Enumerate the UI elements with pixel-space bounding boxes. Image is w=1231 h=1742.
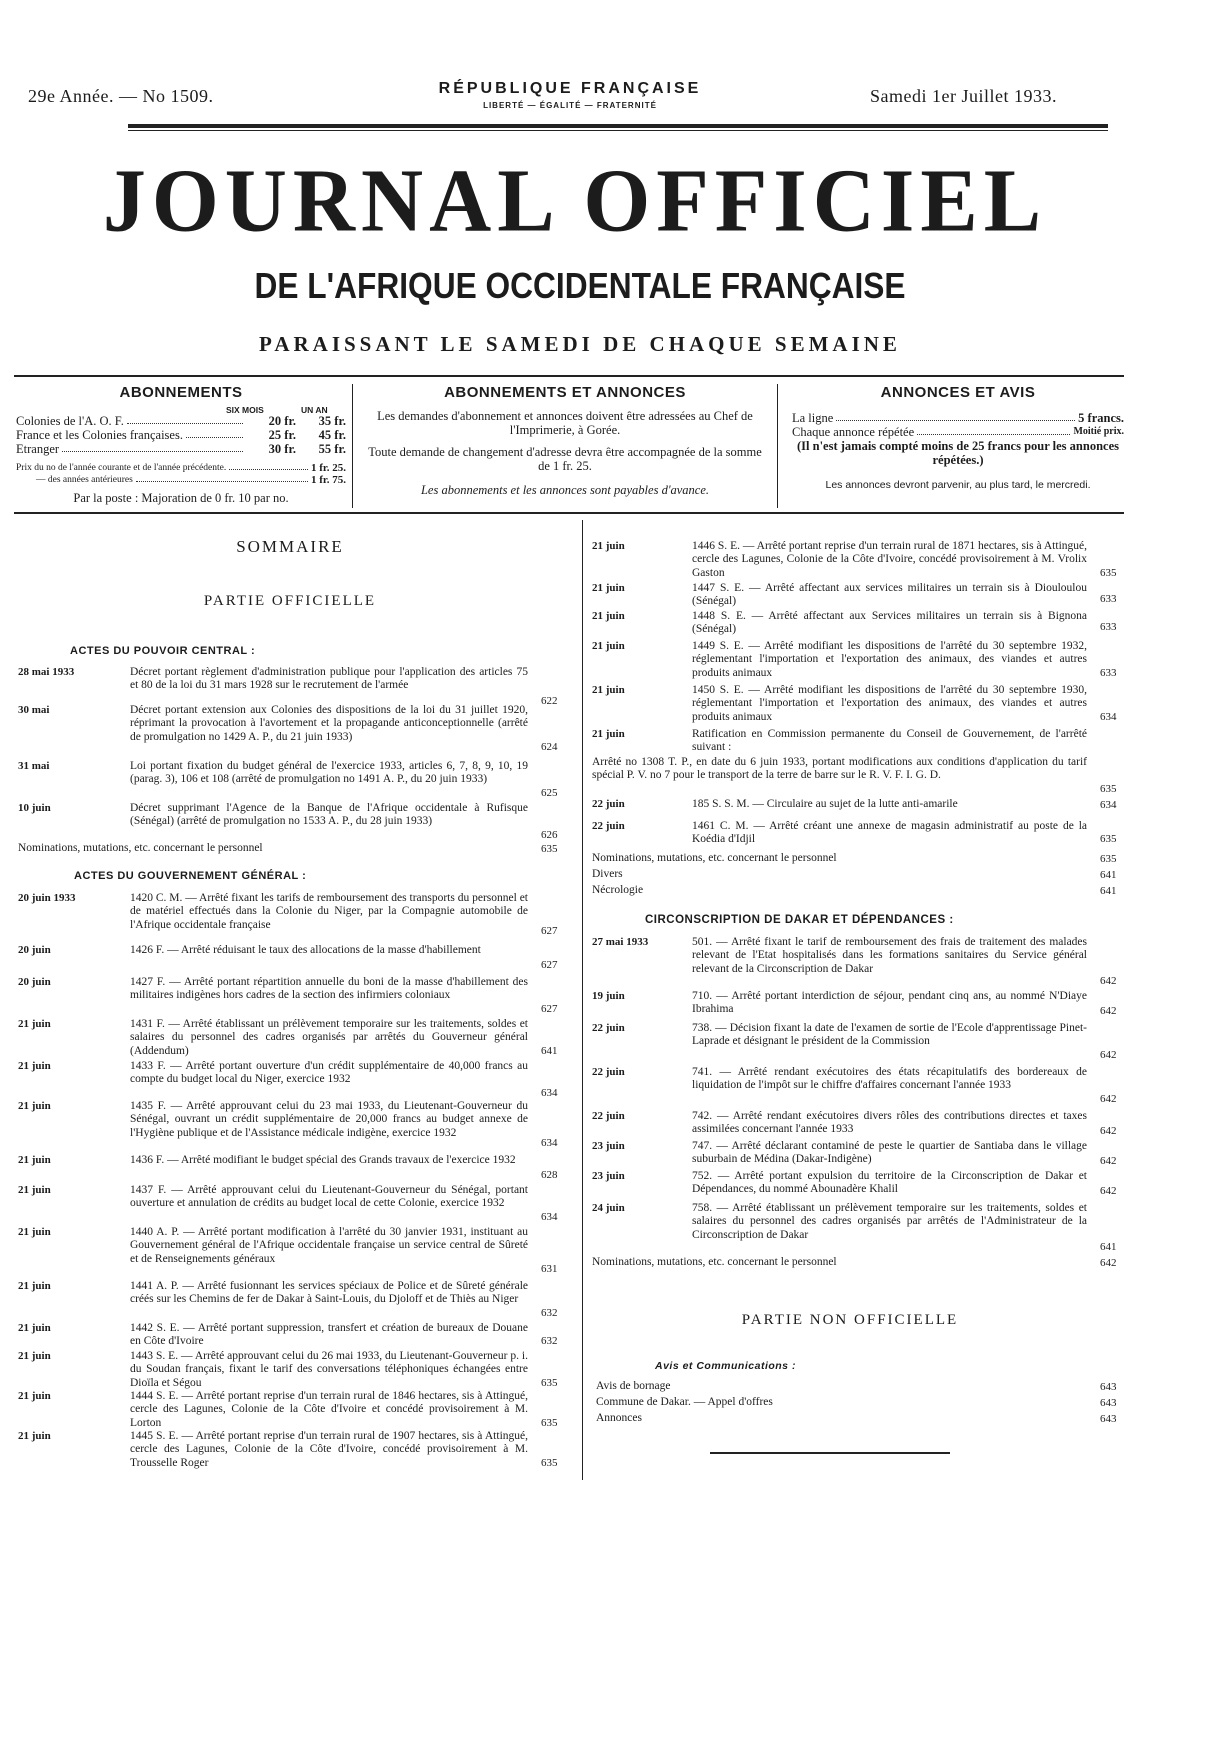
- prix-value: 1 fr. 75.: [310, 474, 346, 486]
- summary-entry: [18, 842, 573, 856]
- abonnements-head: ABONNEMENTS: [119, 384, 243, 401]
- entry-text: Divers: [592, 868, 623, 880]
- entry-page: 642: [1100, 1154, 1117, 1167]
- avis-heading: Avis et Communications :: [655, 1360, 796, 1372]
- entry-text: Commune de Dakar. — Appel d'offres: [596, 1396, 773, 1408]
- entry-page: 642: [1100, 1256, 1117, 1269]
- entry-date: 21 juin: [18, 1184, 51, 1196]
- entry-text: 1435 F. — Arrêté approuvant celui du 23 mai 1933, du Lieutenant-Gouverneur du Sénégal, ouvrant un crédit supplémentaire de 20,000 francs au budget annexe de l'Hygiène publique et de l'Assistance médicale indigène, exercice 1932: [130, 1100, 528, 1139]
- entry-text: 1461 C. M. — Arrêté créant une annexe de magasin administratif au poste de la Koédia d'Idjil: [692, 820, 1087, 846]
- entry-page: 632: [541, 1334, 558, 1347]
- tarif-six-mois: 30 fr.: [268, 442, 296, 456]
- actes-pouvoir-heading: ACTES DU POUVOIR CENTRAL :: [70, 645, 256, 657]
- entry-date: 24 juin: [592, 1202, 625, 1214]
- entry-date: 21 juin: [18, 1322, 51, 1334]
- entry-text: 1440 A. P. — Arrêté portant modification à l'arrêté du 30 janvier 1931, instituant au Gouvernement général de l'Afrique occidentale française un service central de Sûreté et de Renseignements généraux: [130, 1226, 528, 1265]
- box-abonnements: [16, 384, 346, 508]
- entry-page: 634: [541, 1136, 558, 1149]
- summary-entry: [592, 1140, 1132, 1168]
- entry-date: 30 mai: [18, 704, 50, 716]
- entry-page: 627: [541, 924, 558, 937]
- entry-text: 1436 F. — Arrêté modifiant le budget spécial des Grands travaux de l'exercice 1932: [130, 1154, 516, 1166]
- summary-entry: [18, 666, 573, 708]
- poste-note: Par la poste : Majoration de 0 fr. 10 par no.: [73, 491, 289, 505]
- annonce-row: [792, 425, 1124, 439]
- entry-page: 643: [1100, 1396, 1117, 1409]
- tarif-label: Colonies de l'A. O. F.: [16, 414, 124, 428]
- entry-date: 21 juin: [592, 684, 625, 696]
- summary-entry: [592, 582, 1132, 606]
- tarif-six-mois: 20 fr.: [268, 414, 296, 428]
- summary-entry: [18, 704, 573, 754]
- entry-text: Nominations, mutations, etc. concernant le personnel: [18, 842, 263, 854]
- entry-page: 625: [541, 786, 558, 799]
- entry-text: 1442 S. E. — Arrêté portant suppression, transfert et création de bureaux de Douane en Côte d'Ivoire: [130, 1322, 528, 1348]
- entry-page: 624: [541, 740, 558, 753]
- entry-page: 622: [541, 694, 558, 707]
- entry-date: 21 juin: [18, 1390, 51, 1402]
- entry-text: Ratification en Commission permanente du Conseil de Gouvernement, de l'arrêté suivant :: [692, 728, 1087, 754]
- entry-text: 185 S. S. M. — Circulaire au sujet de la lutte anti-amarile: [692, 798, 958, 810]
- entry-text: 747. — Arrêté déclarant contaminé de peste le quartier de Santiaba dans le village suburbain de Médina (Dakar-Indigène): [692, 1140, 1087, 1166]
- issue-number: 29e Année. — No 1509.: [28, 86, 214, 106]
- entry-page: 628: [541, 1168, 558, 1181]
- summary-entry: [596, 1380, 1132, 1394]
- entry-text: 501. — Arrêté fixant le tarif de remboursement des frais de traitement des malades relevant de l'Etat hospitalisés dans les formations sanitaires du Service général relevant de la Circonscription de Dakar: [692, 936, 1087, 975]
- entry-page: 643: [1100, 1412, 1117, 1425]
- entry-page: 635: [541, 1456, 558, 1469]
- entry-text: Décret portant règlement d'administration publique pour l'application des articles 75 et 80 de la loi du 31 mars 1928 sur le recrutement de l'armée: [130, 666, 528, 692]
- annonce-value: Moitié prix.: [1073, 426, 1124, 437]
- entry-page: 642: [1100, 1004, 1117, 1017]
- entry-date: 19 juin: [592, 990, 625, 1002]
- abon-annonces-p1: Les demandes d'abonnement et annonces doivent être adressées au Chef de l'Imprimerie, à Gorée.: [377, 409, 753, 437]
- entry-text: 1420 C. M. — Arrêté fixant les tarifs de remboursement des transports du personnel et de matériel effectués dans la Colonie du Niger, par la Compagnie automobile de l'Afrique occidentale française: [130, 892, 528, 931]
- entry-date: 21 juin: [18, 1430, 51, 1442]
- summary-entry: [18, 1390, 573, 1430]
- entry-date: 28 mai 1933: [18, 666, 75, 678]
- entry-page: 635: [541, 1416, 558, 1429]
- entry-date: 22 juin: [592, 1110, 625, 1122]
- entry-page: 642: [1100, 1092, 1117, 1105]
- entry-text: Arrêté no 1308 T. P., en date du 6 juin 1933, portant modifications aux conditions d'application du tarif spécial P. V. no 7 pour le transport de la terre de barre sur le R. V. F. I. G. D.: [592, 756, 1087, 782]
- entry-date: 21 juin: [18, 1280, 51, 1292]
- summary-entry: [18, 1100, 573, 1150]
- entry-page: 627: [541, 958, 558, 971]
- summary-entry: [592, 640, 1132, 680]
- abon-annonces-p2: Toute demande de changement d'adresse devra être accompagnée de la somme de 1 fr. 25.: [368, 445, 762, 473]
- entry-page: 633: [1100, 620, 1117, 633]
- abon-annonces-head: ABONNEMENTS ET ANNONCES: [444, 384, 686, 401]
- entry-text: 1437 F. — Arrêté approuvant celui du Lieutenant-Gouverneur du Sénégal, portant ouverture et annulation de crédits au budget local de cette Colonie, exercice 1932: [130, 1184, 528, 1210]
- summary-entry: [18, 1018, 573, 1058]
- entry-date: 22 juin: [592, 1022, 625, 1034]
- summary-entry: [18, 1322, 573, 1348]
- entry-page: 635: [1100, 782, 1117, 795]
- entry-page: 627: [541, 1002, 558, 1015]
- summary-entry: [18, 1280, 573, 1320]
- summary-entry: [592, 728, 1132, 752]
- summary-entry: [18, 1060, 573, 1100]
- entry-date: 23 juin: [592, 1140, 625, 1152]
- entry-text: Décret portant extension aux Colonies des dispositions de la loi du 31 juillet 1920, réprimant la provocation à l'avortement et la propagande anticonceptionnelle (arrêté de promulgation no 1429 A. P., du 21 juin 1933): [130, 704, 528, 743]
- entry-date: 23 juin: [592, 1170, 625, 1182]
- tarif-un-an: 35 fr.: [318, 414, 346, 428]
- entry-text: 741. — Arrêté rendant exécutoires des états récapitulatifs des bordereaux de liquidation de l'impôt sur le chiffre d'affaires concernant l'année 1933: [692, 1066, 1087, 1092]
- issue-date: Samedi 1er Juillet 1933.: [870, 86, 1057, 106]
- entry-text: 1431 F. — Arrêté établissant un prélèvement temporaire sur les traitements, soldes et salaires du personnel des cadres organisés par arrêtés du Gouverneur général (Addendum): [130, 1018, 528, 1057]
- republic-motto: LIBERTÉ — ÉGALITÉ — FRATERNITÉ: [483, 101, 657, 110]
- column-divider: [582, 520, 583, 1480]
- entry-page: 626: [541, 828, 558, 841]
- summary-entry: [18, 1226, 573, 1276]
- summary-entry: [18, 1350, 573, 1390]
- entry-date: 27 mai 1933: [592, 936, 649, 948]
- republic-title: RÉPUBLIQUE FRANÇAISE: [438, 80, 702, 97]
- summary-entry: [18, 1154, 573, 1182]
- entry-page: 634: [1100, 798, 1117, 811]
- prix-label: Prix du no de l'année courante et de l'année précédente.: [16, 463, 227, 473]
- entry-text: 1444 S. E. — Arrêté portant reprise d'un terrain rural de 1846 hectares, sis à Attingué, cercle des Lagunes, Colonie de la Côte d'Ivoire et concédé provisoirement à M. Lorton: [130, 1390, 528, 1429]
- entry-page: 641: [541, 1044, 558, 1057]
- prix-value: 1 fr. 25.: [310, 462, 346, 474]
- entry-text: 1427 F. — Arrêté portant répartition annuelle du boni de la masse d'habillement des militaires indigènes hors cadres de la section des infirmiers coloniaux: [130, 976, 528, 1002]
- entry-text: Annonces: [596, 1412, 642, 1424]
- entry-page: 642: [1100, 1184, 1117, 1197]
- end-rule: [710, 1452, 950, 1454]
- entry-text: 1449 S. E. — Arrêté modifiant les dispositions de l'arrêté du 30 septembre 1932, réglementant l'importation et l'exportation des animaux, des viandes et autres produits animaux: [692, 640, 1087, 679]
- tarif-row: [16, 428, 346, 442]
- summary-entry: [592, 1256, 1132, 1270]
- box-annonces: [784, 384, 1124, 508]
- annonce-row: [792, 411, 1124, 425]
- prix-label: — des années antérieures: [36, 475, 133, 485]
- tarif-row: [16, 442, 346, 456]
- entry-date: 21 juin: [18, 1060, 51, 1072]
- entry-text: Avis de bornage: [596, 1380, 671, 1392]
- summary-entry: [18, 892, 573, 938]
- prix-row: [16, 462, 346, 474]
- entry-page: 635: [1100, 852, 1117, 865]
- entry-text: 1433 F. — Arrêté portant ouverture d'un crédit supplémentaire de 40,000 francs au compte du budget local du Niger, exercice 1932: [130, 1060, 528, 1086]
- summary-entry: [592, 610, 1132, 634]
- summary-entry: [596, 1412, 1132, 1426]
- summary-entry: [592, 756, 1132, 796]
- boxes-rule: [14, 512, 1124, 514]
- entry-text: 1447 S. E. — Arrêté affectant aux services militaires un terrain sis à Diouloulou (Sénégal): [692, 582, 1087, 608]
- entry-text: 1446 S. E. — Arrêté portant reprise d'un terrain rural de 1871 hectares, sis à Attingué, cercle des Lagunes, Colonie de la Côte d'Ivoire, concédé provisoirement à M. Vrolix Gaston: [692, 540, 1087, 579]
- header-rule: [14, 375, 1124, 377]
- summary-entry: [592, 820, 1132, 846]
- entry-page: 634: [541, 1086, 558, 1099]
- masthead-rule-thin: [128, 130, 1108, 131]
- summary-entry: [592, 1066, 1132, 1106]
- entry-page: 632: [541, 1306, 558, 1319]
- journal-tagline: PARAISSANT LE SAMEDI DE CHAQUE SEMAINE: [259, 332, 901, 356]
- entry-date: 21 juin: [18, 1350, 51, 1362]
- tarif-un-an: 55 fr.: [318, 442, 346, 456]
- tarif-un-an: 45 fr.: [318, 428, 346, 442]
- entry-page: 635: [541, 842, 558, 855]
- entry-page: 635: [1100, 566, 1117, 579]
- entry-date: 10 juin: [18, 802, 51, 814]
- col-un-an: UN AN: [301, 405, 328, 415]
- entry-text: 1450 S. E. — Arrêté modifiant les dispositions de l'arrêté du 30 septembre 1930, réglementant l'importation et l'exportation des animaux, des viandes et autres produits animaux: [692, 684, 1087, 723]
- entry-page: 641: [1100, 884, 1117, 897]
- actes-gouv-heading: ACTES DU GOUVERNEMENT GÉNÉRAL :: [74, 870, 307, 882]
- summary-entry: [592, 990, 1132, 1018]
- entry-date: 21 juin: [592, 728, 625, 740]
- entry-text: 1445 S. E. — Arrêté portant reprise d'un terrain rural de 1907 hectares, sis à Attingué, cercle des Lagunes, Colonie de la Côte d'Ivoire, concédé provisoirement à M. Trousselle Roger: [130, 1430, 528, 1469]
- tarif-label: France et les Colonies françaises.: [16, 428, 183, 442]
- summary-entry: [592, 852, 1132, 866]
- summary-entry: [592, 884, 1132, 898]
- tarif-six-mois: 25 fr.: [268, 428, 296, 442]
- summary-entry: [18, 1184, 573, 1224]
- summary-entry: [592, 1202, 1132, 1254]
- entry-date: 31 mai: [18, 760, 50, 772]
- entry-text: 758. — Arrêté établissant un prélèvement temporaire sur les traitements, soldes et salaires du personnel des cadres organisés par arrêtés de l'Administrateur de la Circonscription de Dakar: [692, 1202, 1087, 1241]
- partie-non-officielle-title: PARTIE NON OFFICIELLE: [741, 1312, 959, 1328]
- entry-text: Décret supprimant l'Agence de la Banque de l'Afrique occidentale à Rufisque (Sénégal) (arrêté de promulgation no 1533 A. P., du 28 juin 1933): [130, 802, 528, 828]
- entry-date: 22 juin: [592, 798, 625, 810]
- entry-page: 642: [1100, 974, 1117, 987]
- partie-officielle-title: PARTIE OFFICIELLE: [203, 593, 377, 609]
- dakar-heading: CIRCONSCRIPTION DE DAKAR ET DÉPENDANCES :: [645, 914, 954, 926]
- entry-page: 643: [1100, 1380, 1117, 1393]
- entry-date: 22 juin: [592, 1066, 625, 1078]
- entry-text: 1448 S. E. — Arrêté affectant aux Services militaires un terrain sis à Bignona (Sénégal): [692, 610, 1087, 636]
- summary-entry: [18, 802, 573, 842]
- entry-text: Nécrologie: [592, 884, 644, 896]
- entry-date: 21 juin: [18, 1154, 51, 1166]
- entry-date: 21 juin: [592, 640, 625, 652]
- entry-text: 710. — Arrêté portant interdiction de séjour, pendant cinq ans, au nommé N'Diaye Ibrahima: [692, 990, 1087, 1016]
- annonces-head: ANNONCES ET AVIS: [880, 384, 1036, 401]
- entry-date: 21 juin: [592, 582, 625, 594]
- entry-date: 21 juin: [18, 1018, 51, 1030]
- prix-row: [16, 474, 346, 486]
- entry-text: 1441 A. P. — Arrêté fusionnant les services spéciaux de Police et de Sûreté générale créés sur les Chemins de fer de Dakar à Saint-Louis, du Djoloff et de Thiès au Niger: [130, 1280, 528, 1306]
- entry-date: 21 juin: [18, 1226, 51, 1238]
- entry-page: 642: [1100, 1048, 1117, 1061]
- entry-text: 742. — Arrêté rendant exécutoires divers rôles des contributions directes et taxes assimilées concernant l'année 1933: [692, 1110, 1087, 1136]
- sommaire-title: SOMMAIRE: [236, 537, 344, 556]
- entry-page: 641: [1100, 868, 1117, 881]
- entry-page: 635: [1100, 832, 1117, 845]
- summary-entry: [592, 798, 1132, 812]
- entry-page: 633: [1100, 666, 1117, 679]
- summary-entry: [596, 1396, 1132, 1410]
- box-abon-annonces: [352, 384, 778, 508]
- annonce-label: La ligne: [792, 411, 834, 425]
- entry-date: 21 juin: [592, 540, 625, 552]
- summary-entry: [18, 976, 573, 1016]
- summary-entry: [592, 868, 1132, 882]
- summary-entry: [592, 936, 1132, 988]
- entry-page: 642: [1100, 1124, 1117, 1137]
- abon-annonces-p3: Les abonnements et les annonces sont payables d'avance.: [420, 483, 710, 497]
- tarif-label: Etranger: [16, 442, 60, 456]
- entry-date: 21 juin: [592, 610, 625, 622]
- entry-page: 634: [1100, 710, 1117, 723]
- entry-page: 634: [541, 1210, 558, 1223]
- entry-text: 738. — Décision fixant la date de l'examen de sortie de l'Ecole d'apprentissage Pinet-Laprade et désignant le président de la Commission: [692, 1022, 1087, 1048]
- entry-date: 20 juin: [18, 944, 51, 956]
- entry-page: 631: [541, 1262, 558, 1275]
- entry-date: 20 juin 1933: [18, 892, 76, 904]
- annonce-value: 5 francs.: [1078, 411, 1124, 425]
- journal-subtitle: DE L'AFRIQUE OCCIDENTALE FRANÇAISE: [254, 265, 906, 306]
- entry-page: 641: [1100, 1240, 1117, 1253]
- summary-entry: [18, 760, 573, 800]
- col-six-mois: SIX MOIS: [226, 405, 264, 415]
- annonces-note: (Il n'est jamais compté moins de 25 francs pour les annonces répétées.): [797, 439, 1119, 467]
- entry-date: 20 juin: [18, 976, 51, 988]
- journal-title: JOURNAL OFFICIEL: [102, 149, 1048, 251]
- summary-entry: [592, 1022, 1132, 1062]
- entry-text: 752. — Arrêté portant expulsion du territoire de la Circonscription de Dakar et Dépendances, du nommé Abounadère Khalil: [692, 1170, 1087, 1196]
- entry-text: Loi portant fixation du budget général de l'exercice 1933, articles 6, 7, 8, 9, 10, 19 (parag. 3), 106 et 108 (arrêté de promulgation no 1491 A. P., du 20 juin 1933): [130, 760, 528, 786]
- entry-text: 1426 F. — Arrêté réduisant le taux des allocations de la masse d'habillement: [130, 944, 481, 956]
- republic-header: [380, 80, 760, 110]
- entry-date: 22 juin: [592, 820, 625, 832]
- entry-text: Nominations, mutations, etc. concernant le personnel: [592, 852, 837, 864]
- entry-text: 1443 S. E. — Arrêté approuvant celui du 26 mai 1933, du Lieutenant-Gouverneur p. i. du Soudan français, fixant le tarif des conversations téléphoniques échangées entre Dioïla et Ségou: [130, 1350, 528, 1389]
- annonces-deadline: Les annonces devront parvenir, au plus tard, le mercredi.: [825, 479, 1091, 491]
- summary-entry: [18, 944, 573, 972]
- entry-text: Nominations, mutations, etc. concernant le personnel: [592, 1256, 837, 1268]
- summary-entry: [592, 540, 1132, 580]
- summary-entry: [592, 1170, 1132, 1198]
- summary-entry: [592, 1110, 1132, 1138]
- entry-page: 635: [541, 1376, 558, 1389]
- masthead-rule: [128, 124, 1108, 128]
- entry-date: 21 juin: [18, 1100, 51, 1112]
- entry-page: 633: [1100, 592, 1117, 605]
- annonce-label: Chaque annonce répétée: [792, 425, 915, 439]
- summary-entry: [18, 1430, 573, 1470]
- tarif-row: [16, 414, 346, 428]
- summary-entry: [592, 684, 1132, 724]
